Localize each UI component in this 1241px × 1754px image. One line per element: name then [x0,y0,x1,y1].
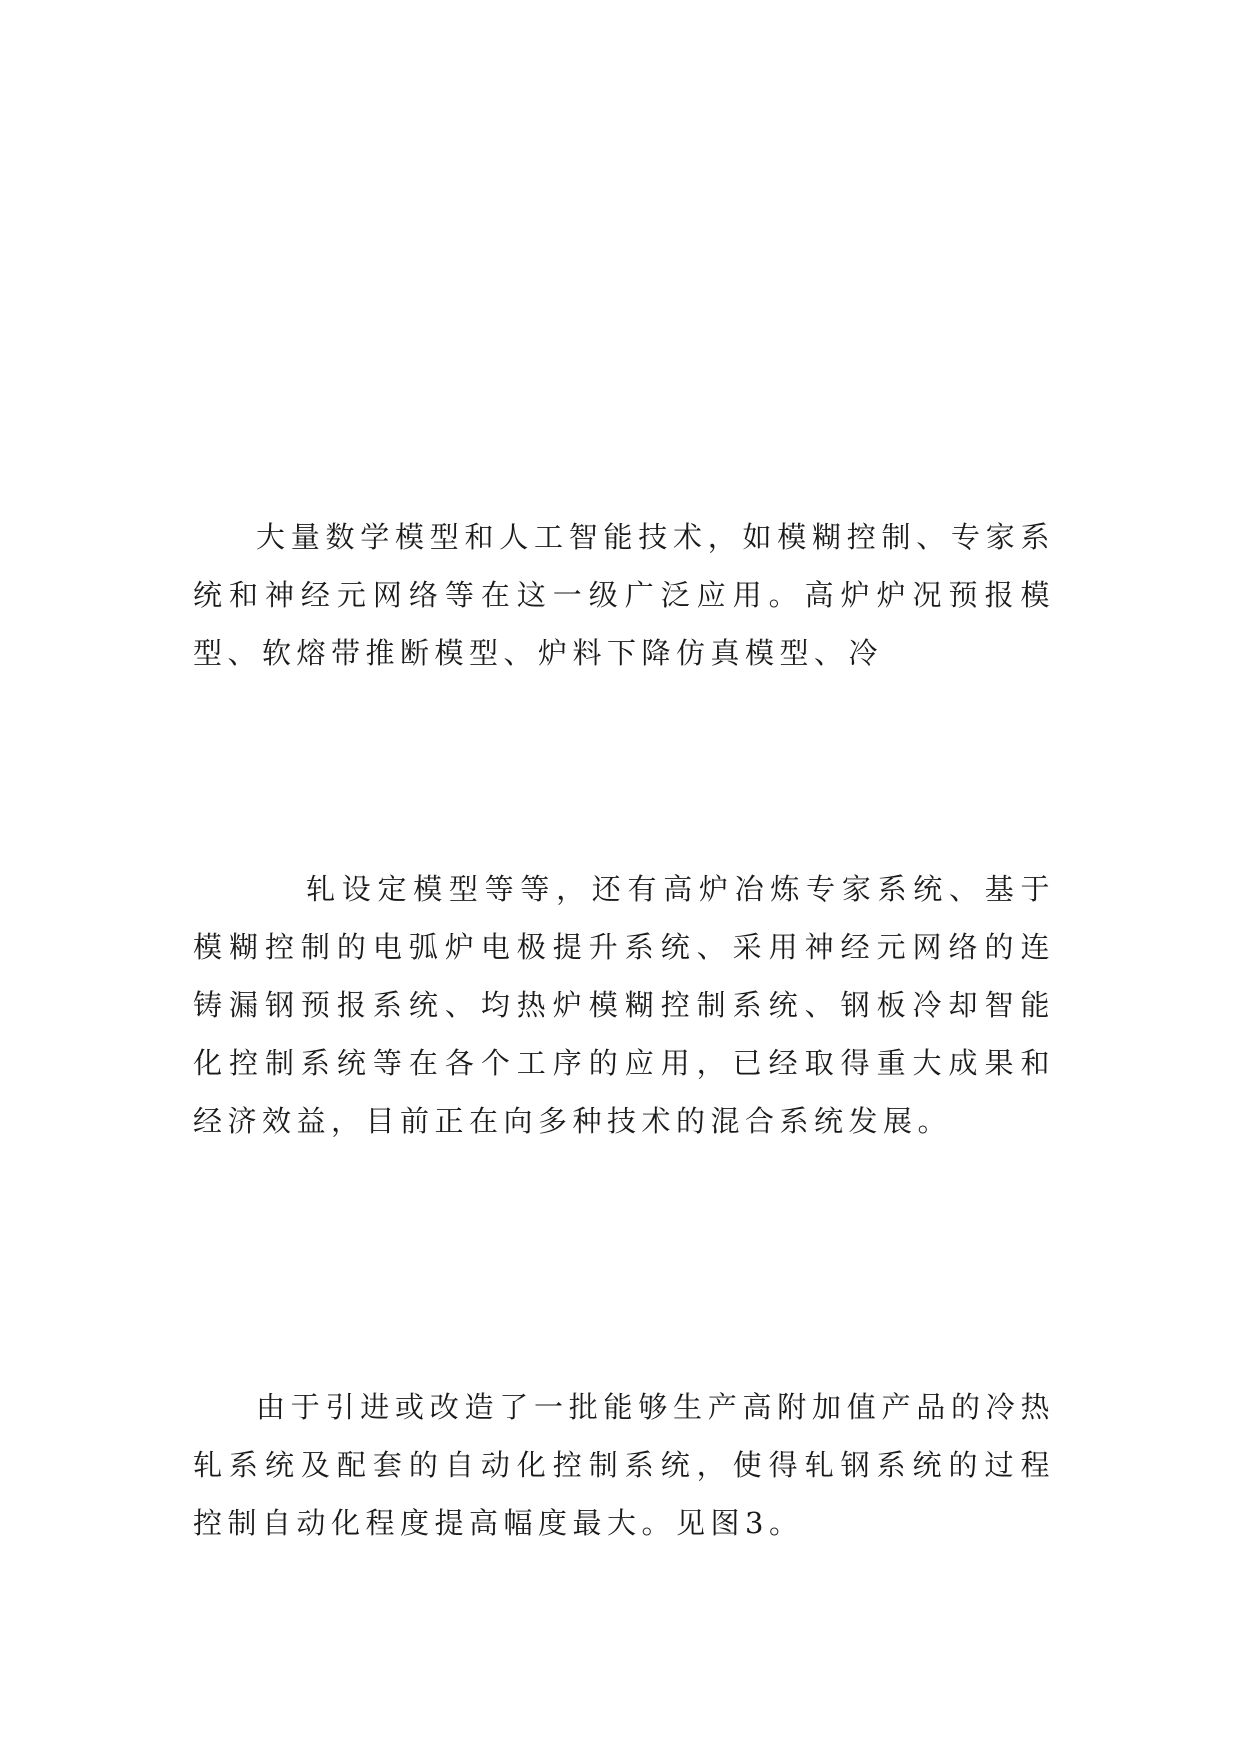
paragraph-expert-systems: 轧设定模型等等，还有高炉冶炼专家系统、基于模糊控制的电弧炉电极提升系统、采用神经元网络的连铸漏钢预报系统、均热炉模糊控制系统、钢板冷却智能化控制系统等在各个工序的应用，已经取得重大成果和经济效益，目前正在向多种技术的混合系统发展。 [193,872,1055,1138]
paragraph-ai-techniques: 大量数学模型和人工智能技术，如模糊控制、专家系统和神经元网络等在这一级广泛应用。高炉炉况预报模型、软熔带推断模型、炉料下降仿真模型、冷 [193,520,1055,670]
paragraph-rolling-automation: 由于引进或改造了一批能够生产高附加值产品的冷热轧系统及配套的自动化控制系统，使得轧钢系统的过程控制自动化程度提高幅度最大。见图3。 [193,1390,1055,1540]
